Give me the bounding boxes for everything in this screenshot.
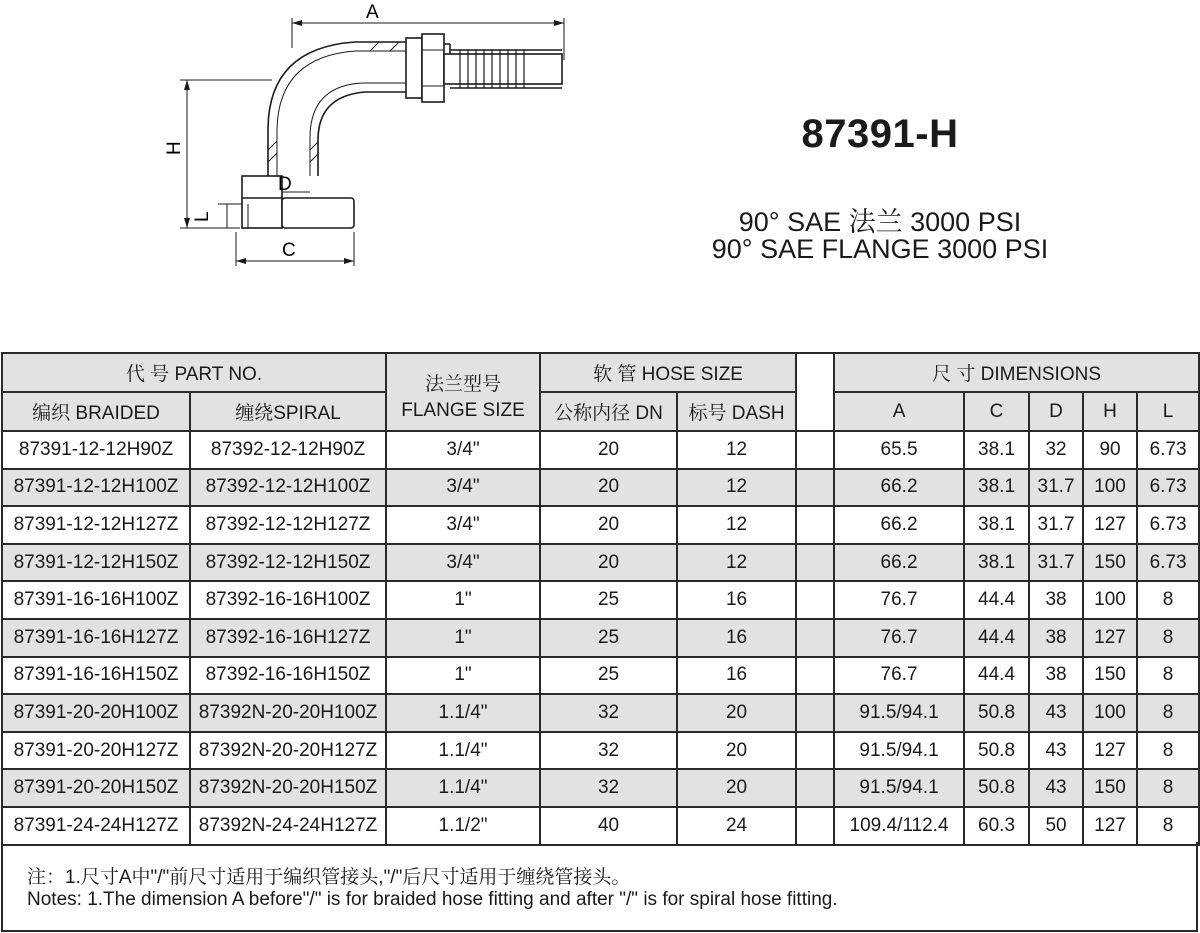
- table-row: [2, 506, 1199, 544]
- spacer-cell: [796, 506, 834, 544]
- cell-dash: 12: [677, 544, 796, 582]
- flange-size-header-en: FLANGE SIZE: [401, 399, 525, 421]
- cell-braided: 87391-20-20H150Z: [2, 769, 190, 807]
- cell-c: 50.8: [964, 694, 1029, 732]
- cell-dn: 32: [540, 769, 677, 807]
- cell-h: 127: [1083, 807, 1137, 845]
- note-en: Notes: 1.The dimension A before"/" is for braided hose fitting and after "/" is for spiral hose fitting.: [27, 889, 838, 910]
- cell-flange: 3/4": [386, 506, 540, 544]
- cell-dn: 40: [540, 807, 677, 845]
- cell-c: 44.4: [964, 657, 1029, 695]
- cell-l: 6.73: [1137, 469, 1199, 507]
- cell-c: 38.1: [964, 544, 1029, 582]
- header-row-1: [2, 353, 1199, 392]
- cell-dash: 20: [677, 769, 796, 807]
- cell-h: 100: [1083, 581, 1137, 619]
- cell-l: 8: [1137, 694, 1199, 732]
- part-no-header: 代 号 PART NO.: [2, 353, 386, 392]
- dim-l-header: L: [1137, 392, 1199, 431]
- dim-h-header: H: [1083, 392, 1137, 431]
- notes-box: [1, 842, 1198, 932]
- cell-l: 8: [1137, 732, 1199, 770]
- spacer-cell: [796, 807, 834, 845]
- cell-c: 38.1: [964, 469, 1029, 507]
- cell-c: 44.4: [964, 619, 1029, 657]
- cell-dn: 25: [540, 657, 677, 695]
- table-row: [2, 657, 1199, 695]
- cell-flange: 1.1/4": [386, 732, 540, 770]
- cell-l: 6.73: [1137, 506, 1199, 544]
- cell-l: 8: [1137, 619, 1199, 657]
- cell-d: 43: [1029, 694, 1083, 732]
- cell-d: 38: [1029, 581, 1083, 619]
- table-row: [2, 544, 1199, 582]
- dim-a-header: A: [834, 392, 964, 431]
- cell-flange: 1.1/2": [386, 807, 540, 845]
- spacer-cell: [796, 769, 834, 807]
- cell-braided: 87391-24-24H127Z: [2, 807, 190, 845]
- spacer-cell: [796, 431, 834, 469]
- cell-dash: 16: [677, 619, 796, 657]
- spacer-cell: [796, 657, 834, 695]
- cell-d: 31.7: [1029, 469, 1083, 507]
- fitting-drawing: [150, 0, 570, 275]
- table-row: [2, 694, 1199, 732]
- cell-braided: 87391-12-12H90Z: [2, 431, 190, 469]
- note-cn: 注：1.尺寸A中"/"前尺寸适用于编织管接头,"/"后尺寸适用于缠绕管接头。: [27, 867, 631, 888]
- cell-flange: 1": [386, 581, 540, 619]
- product-code: 87391-H: [801, 112, 959, 156]
- cell-spiral: 87392N-20-20H150Z: [190, 769, 386, 807]
- cell-dash: 12: [677, 469, 796, 507]
- cell-flange: 1.1/4": [386, 769, 540, 807]
- spacer-cell: [796, 694, 834, 732]
- cell-spiral: 87392N-20-20H127Z: [190, 732, 386, 770]
- spacer-cell: [796, 732, 834, 770]
- dim-d-label: D: [278, 174, 292, 195]
- cell-flange: 1": [386, 657, 540, 695]
- dim-h-label: H: [164, 141, 185, 155]
- dimensions-header: 尺 寸 DIMENSIONS: [834, 353, 1199, 392]
- cell-braided: 87391-12-12H100Z: [2, 469, 190, 507]
- cell-spiral: 87392-16-16H127Z: [190, 619, 386, 657]
- cell-a: 66.2: [834, 544, 964, 582]
- cell-dash: 20: [677, 694, 796, 732]
- cell-spiral: 87392-16-16H100Z: [190, 581, 386, 619]
- cell-c: 38.1: [964, 431, 1029, 469]
- cell-d: 31.7: [1029, 506, 1083, 544]
- table-row: [2, 431, 1199, 469]
- dim-a-label: A: [366, 2, 379, 23]
- cell-dash: 12: [677, 506, 796, 544]
- table-row: [2, 581, 1199, 619]
- cell-a: 66.2: [834, 506, 964, 544]
- table-body: [2, 431, 1199, 845]
- cell-a: 91.5/94.1: [834, 769, 964, 807]
- cell-flange: 1": [386, 619, 540, 657]
- cell-l: 6.73: [1137, 431, 1199, 469]
- cell-braided: 87391-12-12H127Z: [2, 506, 190, 544]
- spacer-cell: [796, 544, 834, 582]
- cell-flange: 1.1/4": [386, 694, 540, 732]
- cell-braided: 87391-16-16H150Z: [2, 657, 190, 695]
- cell-dash: 20: [677, 732, 796, 770]
- dash-header: 标号 DASH: [677, 392, 796, 431]
- cell-dn: 32: [540, 694, 677, 732]
- cell-c: 50.8: [964, 732, 1029, 770]
- cell-dash: 24: [677, 807, 796, 845]
- cell-c: 60.3: [964, 807, 1029, 845]
- cell-flange: 3/4": [386, 469, 540, 507]
- cell-d: 32: [1029, 431, 1083, 469]
- cell-l: 6.73: [1137, 544, 1199, 582]
- cell-dn: 25: [540, 581, 677, 619]
- table-row: [2, 807, 1199, 845]
- dim-d-header: D: [1029, 392, 1083, 431]
- cell-spiral: 87392-12-12H150Z: [190, 544, 386, 582]
- spacer-cell: [796, 581, 834, 619]
- dim-c-label: C: [282, 240, 296, 261]
- cell-l: 8: [1137, 657, 1199, 695]
- cell-spiral: 87392-16-16H150Z: [190, 657, 386, 695]
- cell-d: 38: [1029, 657, 1083, 695]
- cell-h: 127: [1083, 619, 1137, 657]
- cell-braided: 87391-16-16H100Z: [2, 581, 190, 619]
- table-row: [2, 732, 1199, 770]
- cell-h: 150: [1083, 544, 1137, 582]
- cell-d: 31.7: [1029, 544, 1083, 582]
- spec-table: [1, 352, 1200, 846]
- cell-d: 38: [1029, 619, 1083, 657]
- cell-a: 91.5/94.1: [834, 694, 964, 732]
- cell-a: 66.2: [834, 469, 964, 507]
- cell-dn: 25: [540, 619, 677, 657]
- cell-a: 109.4/112.4: [834, 807, 964, 845]
- dn-header: 公称内径 DN: [540, 392, 677, 431]
- cell-h: 150: [1083, 657, 1137, 695]
- cell-l: 8: [1137, 769, 1199, 807]
- cell-dn: 32: [540, 732, 677, 770]
- cell-dash: 16: [677, 581, 796, 619]
- cell-spiral: 87392N-24-24H127Z: [190, 807, 386, 845]
- subtitle-en: 90° SAE FLANGE 3000 PSI: [711, 234, 1049, 264]
- cell-flange: 3/4": [386, 431, 540, 469]
- cell-d: 43: [1029, 732, 1083, 770]
- cell-h: 100: [1083, 469, 1137, 507]
- cell-c: 50.8: [964, 769, 1029, 807]
- cell-flange: 3/4": [386, 544, 540, 582]
- cell-dn: 20: [540, 506, 677, 544]
- cell-a: 76.7: [834, 581, 964, 619]
- table-row: [2, 619, 1199, 657]
- cell-a: 91.5/94.1: [834, 732, 964, 770]
- cell-h: 127: [1083, 732, 1137, 770]
- cell-spiral: 87392-12-12H127Z: [190, 506, 386, 544]
- cell-braided: 87391-20-20H100Z: [2, 694, 190, 732]
- dim-c-header: C: [964, 392, 1029, 431]
- cell-h: 90: [1083, 431, 1137, 469]
- cell-d: 50: [1029, 807, 1083, 845]
- cell-c: 44.4: [964, 581, 1029, 619]
- header-row-2: [2, 392, 1199, 431]
- cell-c: 38.1: [964, 506, 1029, 544]
- cell-d: 43: [1029, 769, 1083, 807]
- cell-a: 76.7: [834, 657, 964, 695]
- cell-spiral: 87392N-20-20H100Z: [190, 694, 386, 732]
- cell-dash: 12: [677, 431, 796, 469]
- cell-a: 65.5: [834, 431, 964, 469]
- subtitle-cn: 90° SAE 法兰 3000 PSI: [738, 207, 1022, 237]
- spiral-header: 缠绕SPIRAL: [190, 392, 386, 431]
- spacer-column: [796, 353, 834, 431]
- cell-braided: 87391-12-12H150Z: [2, 544, 190, 582]
- flange-size-header-cn: 法兰型号: [425, 373, 502, 395]
- cell-h: 127: [1083, 506, 1137, 544]
- cell-dn: 20: [540, 544, 677, 582]
- braided-header: 编织 BRAIDED: [2, 392, 190, 431]
- cell-l: 8: [1137, 581, 1199, 619]
- cell-l: 8: [1137, 807, 1199, 845]
- cell-h: 150: [1083, 769, 1137, 807]
- table-row: [2, 469, 1199, 507]
- table-row: [2, 769, 1199, 807]
- spacer-cell: [796, 469, 834, 507]
- hose-size-header: 软 管 HOSE SIZE: [540, 353, 796, 392]
- cell-spiral: 87392-12-12H100Z: [190, 469, 386, 507]
- flange-size-header: [386, 353, 540, 431]
- dim-l-label: L: [192, 211, 213, 222]
- cell-h: 100: [1083, 694, 1137, 732]
- cell-dash: 16: [677, 657, 796, 695]
- cell-dn: 20: [540, 469, 677, 507]
- cell-a: 76.7: [834, 619, 964, 657]
- cell-braided: 87391-20-20H127Z: [2, 732, 190, 770]
- cell-dn: 20: [540, 431, 677, 469]
- spacer-cell: [796, 619, 834, 657]
- cell-spiral: 87392-12-12H90Z: [190, 431, 386, 469]
- cell-braided: 87391-16-16H127Z: [2, 619, 190, 657]
